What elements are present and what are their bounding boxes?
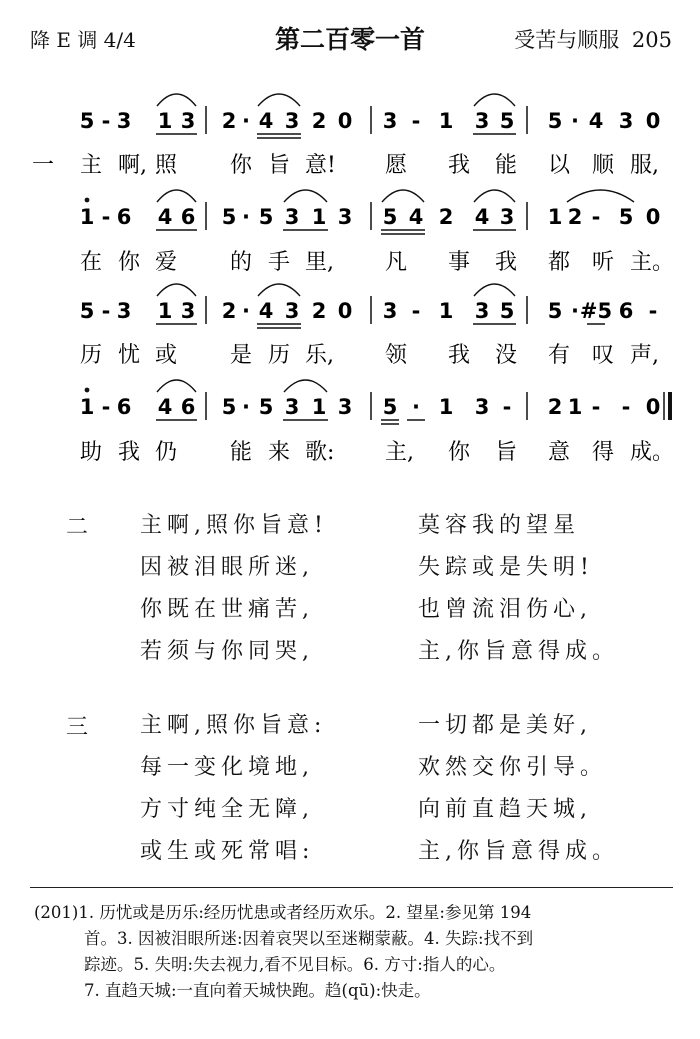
lyric-syllable: 主。 — [630, 250, 675, 275]
note-digit: 3 — [337, 205, 353, 229]
note-digit: 5 — [258, 205, 274, 229]
note-digit: 5 — [382, 205, 398, 229]
verse-line: 每一变化境地, — [140, 755, 314, 780]
slur-arc — [157, 380, 196, 392]
note-digit: · — [242, 109, 250, 133]
lyric-syllable: 没 — [495, 343, 518, 368]
note-digit: 3 — [284, 109, 300, 133]
note-digit: - — [101, 299, 111, 323]
octave-dot — [85, 198, 90, 203]
octave-dot — [85, 388, 90, 393]
lyric-syllable: 主 — [80, 153, 103, 178]
note-digit: 2 — [221, 299, 237, 323]
lyric-syllable: 我 — [495, 250, 518, 275]
note-digit: 3 — [116, 299, 132, 323]
note-digit: 2 — [567, 205, 583, 229]
lyric-syllable: 来 — [268, 440, 291, 465]
lyric-syllable: 都 — [548, 250, 571, 275]
note-digit: 3 — [116, 109, 132, 133]
footnote-line: 首。3. 因被泪眼所迷:因着哀哭以至迷糊蒙蔽。4. 失踪:找不到 — [84, 929, 534, 948]
lyric-syllable: 叹 — [592, 343, 615, 368]
key-signature: 降 E 调 4/4 — [30, 28, 136, 52]
slur-arc — [284, 190, 327, 202]
lyric-syllable: 凡 — [385, 250, 408, 275]
note-digit: 3 — [284, 395, 300, 419]
page-number: 205 — [631, 28, 672, 52]
note-digit: 3 — [284, 205, 300, 229]
note-digit: 5 — [382, 395, 398, 419]
note-digit: 1 — [79, 395, 95, 419]
lyric-syllable: 的 — [230, 250, 253, 275]
lyric-syllable: 你 — [118, 250, 141, 275]
lyric-syllable: 意! — [305, 153, 336, 178]
footnote — [34, 900, 674, 1004]
note-digit: 6 — [116, 395, 132, 419]
note-digit: 3 — [474, 299, 490, 323]
lyric-syllable: 以 — [548, 153, 571, 178]
note-digit: 3 — [382, 299, 398, 323]
note-digit: · — [571, 109, 579, 133]
note-digit: 4 — [157, 395, 173, 419]
slur-arc — [567, 190, 634, 202]
note-digit: 3 — [180, 109, 196, 133]
lyric-syllable: 得 — [592, 440, 615, 465]
verse-number-3: 三 — [66, 715, 89, 740]
note-digit: 5 — [221, 395, 237, 419]
note-digit: 3 — [382, 109, 398, 133]
lyric-syllable: 历 — [80, 343, 103, 368]
note-digit: - — [591, 395, 601, 419]
lyric-syllable: 我 — [448, 343, 471, 368]
lyric-syllable: 历 — [268, 343, 291, 368]
verse-line: 主啊,照你旨意! — [140, 513, 328, 538]
note-digit: 4 — [474, 205, 490, 229]
lyric-syllable: 仍 — [155, 440, 178, 465]
slur-arc — [258, 94, 300, 106]
note-digit: 2 — [311, 299, 327, 323]
footnote-line: 7. 直趋天城:一直向着天城快跑。趋(qū):快走。 — [84, 981, 431, 1000]
lyric-syllable: 我 — [448, 153, 471, 178]
verse-line: 因被泪眼所迷, — [140, 555, 314, 580]
note-digit: - — [101, 109, 111, 133]
note-digit: 0 — [645, 395, 661, 419]
lyric-syllable: 是 — [230, 343, 253, 368]
note-digit: · — [571, 299, 579, 323]
lyric-syllable: 能 — [495, 153, 518, 178]
slur-arc — [382, 190, 424, 202]
lyric-syllable: 里, — [305, 250, 334, 275]
note-digit: - — [101, 395, 111, 419]
note-digit: 6 — [618, 299, 634, 323]
note-digit: 1 — [79, 205, 95, 229]
note-digit: 1 — [311, 205, 327, 229]
slur-arc — [157, 284, 196, 296]
lyric-syllable: 你 — [230, 153, 253, 178]
note-digit: 1 — [438, 299, 454, 323]
lyric-syllable: 主, — [385, 440, 414, 465]
lyric-syllable: 你 — [448, 440, 471, 465]
note-digit: 4 — [258, 109, 274, 133]
note-digit: 5 — [499, 109, 515, 133]
note-digit: 1 — [438, 395, 454, 419]
lyric-syllable: 忧 — [118, 343, 141, 368]
lyric-syllable: 爱 — [155, 250, 178, 275]
note-digit: 0 — [337, 109, 353, 133]
lyric-syllable: 听 — [592, 250, 615, 275]
note-digit: · — [412, 395, 420, 419]
slur-arc — [157, 94, 196, 106]
note-digit: 3 — [474, 109, 490, 133]
note-digit: 0 — [645, 205, 661, 229]
note-digit: 3 — [337, 395, 353, 419]
lyric-syllable: 歌: — [305, 440, 335, 465]
lyric-syllable: 意 — [548, 440, 571, 465]
note-digit: 3 — [180, 299, 196, 323]
lyric-syllable: 照 — [155, 153, 178, 178]
lyric-syllable: 有 — [548, 343, 571, 368]
note-digit: 0 — [645, 109, 661, 133]
note-digit: - — [411, 109, 421, 133]
lyric-syllable: 事 — [448, 250, 471, 275]
footnote-line: (201)1. 历忧或是历乐:经历忧患或者经历欢乐。2. 望星:参见第 194 — [34, 903, 532, 922]
note-digit: 5 — [547, 299, 563, 323]
note-digit: 3 — [284, 299, 300, 323]
lyric-syllable: 或 — [155, 343, 178, 368]
note-digit: 3 — [618, 109, 634, 133]
slur-arc — [258, 284, 300, 296]
lyric-syllable: 我 — [118, 440, 141, 465]
lyric-syllable: 手 — [268, 250, 291, 275]
verse-line: 莫容我的望星 — [418, 513, 581, 538]
note-digit: · — [242, 205, 250, 229]
lyric-syllable: 助 — [80, 440, 103, 465]
lyric-syllable: 能 — [230, 440, 253, 465]
lyric-syllable: 在 — [80, 250, 103, 275]
note-digit: · — [242, 299, 250, 323]
note-digit: 1 — [547, 205, 563, 229]
verse-line: 也曾流泪伤心, — [418, 597, 592, 622]
lyric-syllable: 旨 — [495, 440, 518, 465]
note-digit: - — [502, 395, 512, 419]
footnote-line: 踪迹。5. 失明:失去视力,看不见目标。6. 方寸:指人的心。 — [84, 955, 506, 974]
verse-line: 主啊,照你旨意: — [140, 713, 327, 738]
slur-arc — [284, 380, 327, 392]
verse-line: 一切都是美好, — [418, 713, 592, 738]
lyric-syllable: 声, — [630, 343, 659, 368]
footnote-divider — [30, 887, 673, 888]
note-digit: 6 — [180, 395, 196, 419]
verse-line: 若须与你同哭, — [140, 639, 314, 664]
note-digit: 5 — [618, 205, 634, 229]
note-digit: 4 — [258, 299, 274, 323]
verse-number-1: 一 — [32, 153, 55, 178]
verse-line: 失踪或是失明! — [418, 555, 594, 580]
verse-line: 向前直趋天城, — [418, 797, 592, 822]
note-digit: 6 — [180, 205, 196, 229]
note-digit: - — [621, 395, 631, 419]
verse-line: 主,你旨意得成。 — [418, 839, 619, 864]
lyric-syllable: 顺 — [592, 153, 615, 178]
note-digit: 5 — [79, 299, 95, 323]
note-digit: 5 — [547, 109, 563, 133]
note-digit: 0 — [337, 299, 353, 323]
verse-line: 或生或死常唱: — [140, 839, 315, 864]
note-digit: 1 — [157, 299, 173, 323]
note-digit: - — [648, 299, 658, 323]
lyric-syllable: 愿 — [385, 153, 408, 178]
note-digit: 2 — [311, 109, 327, 133]
note-digit: #5 — [579, 299, 613, 323]
slur-arc — [157, 190, 196, 202]
note-digit: 6 — [116, 205, 132, 229]
note-digit: - — [411, 299, 421, 323]
note-digit: 5 — [499, 299, 515, 323]
note-digit: 1 — [157, 109, 173, 133]
note-digit: 1 — [567, 395, 583, 419]
note-digit: - — [591, 205, 601, 229]
verse-line: 主,你旨意得成。 — [418, 639, 619, 664]
page-title: 第二百零一首 — [274, 25, 425, 54]
note-digit: · — [242, 395, 250, 419]
note-digit: 3 — [474, 395, 490, 419]
lyric-syllable: 旨 — [268, 153, 291, 178]
note-digit: 5 — [221, 205, 237, 229]
verse-number-2: 二 — [66, 515, 89, 540]
note-digit: 1 — [438, 109, 454, 133]
note-digit: 3 — [499, 205, 515, 229]
note-digit: 2 — [438, 205, 454, 229]
lyric-syllable: 成。 — [630, 440, 675, 465]
slur-arc — [474, 94, 515, 106]
verse-line: 方寸纯全无障, — [140, 797, 314, 822]
lyric-syllable: 啊, — [118, 153, 147, 178]
slur-arc — [474, 190, 515, 202]
note-digit: 4 — [408, 205, 424, 229]
music-score — [0, 0, 700, 480]
note-digit: 4 — [157, 205, 173, 229]
note-digit: 5 — [258, 395, 274, 419]
verse-line: 你既在世痛苦, — [140, 597, 314, 622]
note-digit: - — [101, 205, 111, 229]
note-digit: 2 — [221, 109, 237, 133]
note-digit: 2 — [547, 395, 563, 419]
lyric-syllable: 乐, — [305, 343, 334, 368]
note-digit: 5 — [79, 109, 95, 133]
subtitle-text: 受苦与顺服 — [514, 28, 620, 52]
note-digit: 1 — [311, 395, 327, 419]
verse-line: 欢然交你引导。 — [418, 755, 608, 780]
note-digit: 4 — [588, 109, 604, 133]
slur-arc — [474, 284, 515, 296]
lyric-syllable: 领 — [385, 343, 408, 368]
lyric-syllable: 服, — [630, 153, 659, 178]
